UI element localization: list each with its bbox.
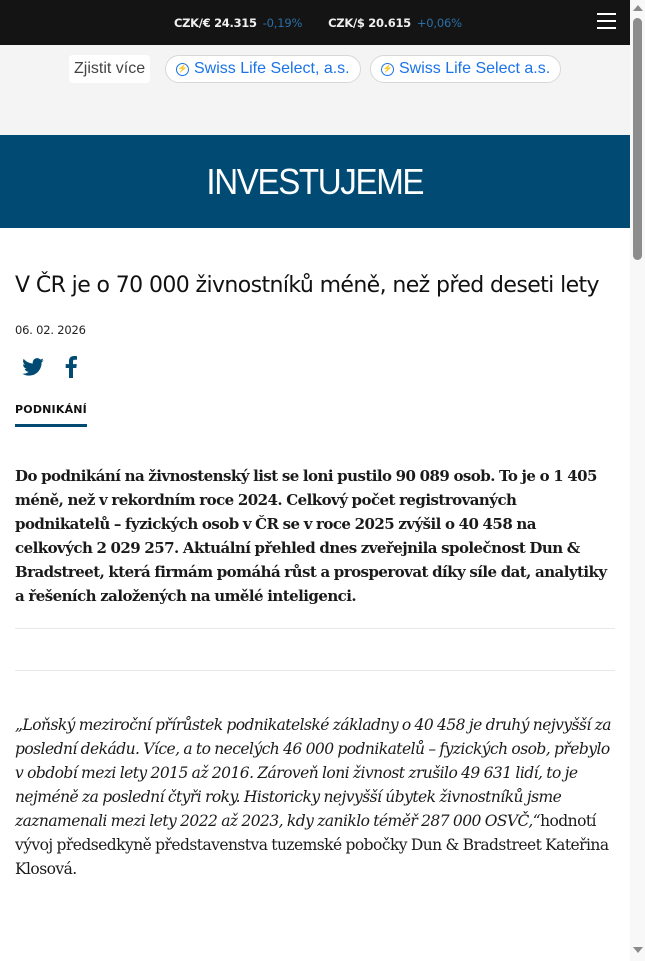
quote-attribution: hodnotí vývoj předsedkyně představenstva tuzemské pobočky Dun & Bradstreet Kateřina Klosová. xyxy=(15,812,609,878)
category-tag[interactable]: PODNIKÁNÍ xyxy=(15,403,87,427)
site-logo[interactable]: INVESTUJEME xyxy=(206,160,424,202)
twitter-share-button[interactable] xyxy=(21,355,45,379)
learn-more-label[interactable]: Zjistit více xyxy=(69,55,150,83)
article-quote xyxy=(15,713,615,881)
scrollbar-thumb[interactable] xyxy=(633,18,642,260)
hamburger-line xyxy=(597,13,616,15)
scroll-up-arrow-icon[interactable] xyxy=(633,5,643,11)
ad-chip-label: Swiss Life Select a.s. xyxy=(399,60,551,77)
rate-eur xyxy=(174,16,302,30)
rate-usd-change: +0,06% xyxy=(416,15,462,30)
bolt-circle-icon: ⚡ xyxy=(381,63,394,76)
facebook-share-button[interactable] xyxy=(59,355,83,379)
ad-chip-swiss-life-1[interactable] xyxy=(165,55,361,83)
hamburger-line xyxy=(597,27,616,29)
exchange-rates xyxy=(174,0,488,45)
top-bar xyxy=(0,0,630,45)
article-title: V ČR je o 70 000 živnostníků méně, než před deseti lety xyxy=(15,273,599,298)
page-scrollbar[interactable] xyxy=(630,0,645,961)
bolt-circle-icon: ⚡ xyxy=(176,63,189,76)
hamburger-line xyxy=(597,20,616,22)
rate-eur-change: -0,19% xyxy=(262,15,303,30)
quote-text: „Loňský meziroční přírůstek podnikatelské základny o 40 458 je druhý nejvyšší za poslední dekádu. Více, a to necelých 46 000 podnikatelů – fyzických osob, přebylo v období mezi lety 2015 až 2016. Zároveň loni živnost zrušilo 49 631 lidí, to je nejméně za poslední čtyři roky. Historicky nejvyšší úbytek živnostníků jsme zaznamenali mezi lety 2022 až 2023, kdy zaniklo téměř 287 000 OSVČ,“ xyxy=(15,716,611,830)
article-lead: Do podnikání na živnostenský list se loni pustilo 90 089 osob. To je o 1 405 méně, než v rekordním roce 2024. Celkový počet registrovaných podnikatelů – fyzických osob v ČR se v roce 2025 zvýšil o 40 458 na celkových 2 029 257. Aktuální přehled dnes zveřejnila společnost Dun & Bradstreet, která firmám pomáhá růst a prosperovat díky síle dat, analytiky a řešeních založených na umělé inteligenci. xyxy=(15,467,607,605)
facebook-icon xyxy=(65,356,77,378)
rate-usd xyxy=(328,16,462,30)
ad-chip-band xyxy=(0,45,630,135)
divider xyxy=(15,670,615,671)
rate-usd-value: CZK/$ 20.615 xyxy=(328,15,411,30)
article-date: 06. 02. 2026 xyxy=(15,323,86,337)
ad-chip-label: Swiss Life Select, a.s. xyxy=(194,60,350,77)
share-buttons xyxy=(15,353,615,381)
twitter-icon xyxy=(22,358,44,376)
ad-chip-swiss-life-2[interactable] xyxy=(370,55,561,83)
divider xyxy=(15,628,615,629)
brand-banner[interactable] xyxy=(0,135,630,228)
article xyxy=(0,269,630,881)
rate-eur-value: CZK/€ 24.315 xyxy=(174,15,257,30)
hamburger-icon[interactable] xyxy=(597,13,616,30)
scroll-down-arrow-icon[interactable] xyxy=(633,947,643,953)
